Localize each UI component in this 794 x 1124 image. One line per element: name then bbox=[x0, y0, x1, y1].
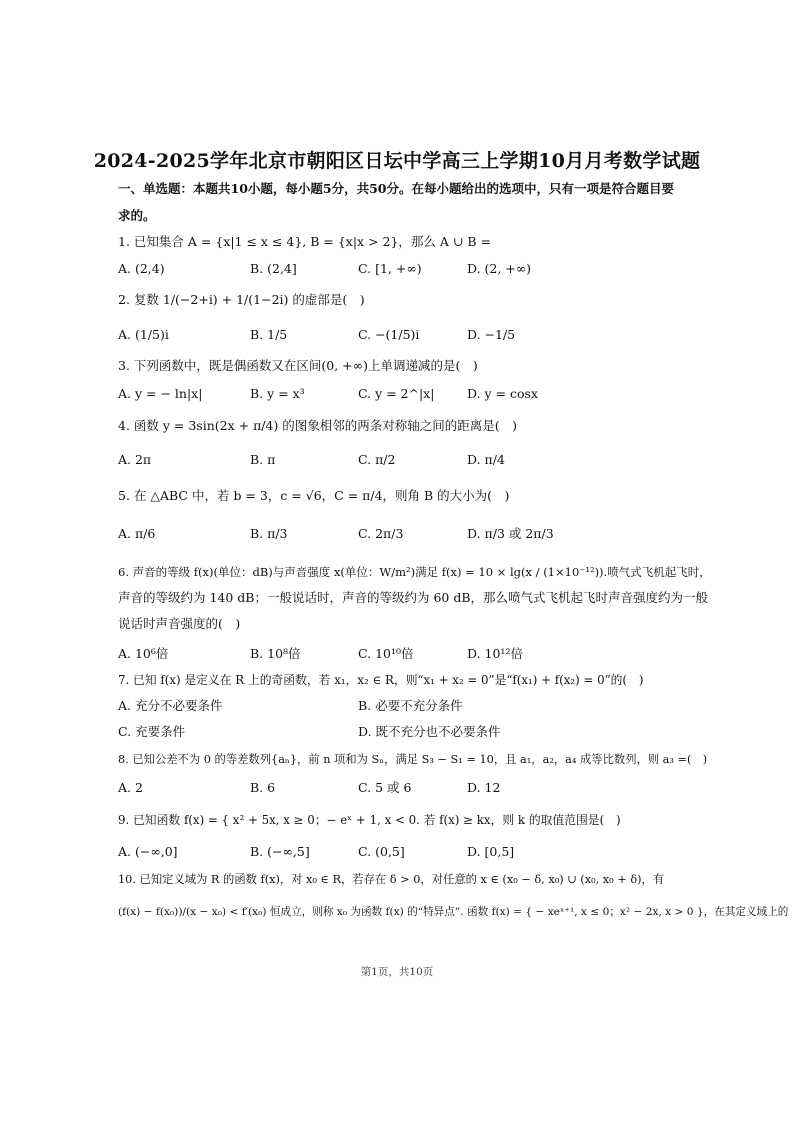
question-7-stem: 7. 已知 f(x) 是定义在 R 上的奇函数，若 x₁，x₂ ∈ R，则“x₁ + x₂ = 0”是“f(x₁) + f(x₂) = 0”的( ) bbox=[118, 673, 644, 687]
question-1-option-a: A. (2,4) bbox=[118, 261, 165, 276]
question-4-stem: 4. 函数 y = 3sin(2x + π/4) 的图象相邻的两条对称轴之间的距离是( ) bbox=[118, 418, 518, 433]
question-4-option-b: B. π bbox=[250, 452, 276, 467]
question-1-option-b: B. (2,4] bbox=[250, 261, 297, 276]
question-5-option-c: C. 2π/3 bbox=[358, 526, 404, 541]
question-1-option-c: C. [1, +∞) bbox=[358, 261, 422, 276]
question-9-option-d: D. [0,5] bbox=[467, 844, 515, 859]
question-9-stem: 9. 已知函数 f(x) = { x² + 5x, x ≥ 0；− eˣ + 1, x < 0. 若 f(x) ≥ kx，则 k 的取值范围是( ) bbox=[118, 813, 621, 827]
question-6-stem-line-3: 说话时声音强度的( ) bbox=[118, 616, 241, 631]
question-10-stem-line-1: 10. 已知定义域为 R 的函数 f(x)，对 x₀ ∈ R，若存在 δ > 0，对任意的 x ∈ (x₀ − δ, x₀) ∪ (x₀, x₀ + δ)，有 bbox=[118, 873, 665, 886]
question-9-option-b: B. (−∞,5] bbox=[250, 844, 310, 859]
question-5-option-b: B. π/3 bbox=[250, 526, 288, 541]
question-6-option-d: D. 10¹²倍 bbox=[467, 646, 523, 661]
question-6-stem-line-2: 声音的等级约为 140 dB；一般说话时，声音的等级约为 60 dB，那么喷气式飞机起飞时声音强度约为一般 bbox=[118, 590, 709, 605]
question-6-option-b: B. 10⁸倍 bbox=[250, 646, 301, 661]
question-6-option-a: A. 10⁶倍 bbox=[118, 646, 169, 661]
question-9-option-a: A. (−∞,0] bbox=[118, 844, 178, 859]
question-2-option-a: A. (1/5)i bbox=[118, 327, 169, 342]
question-5-option-d: D. π/3 或 2π/3 bbox=[467, 526, 554, 541]
question-7-option-d: D. 既不充分也不必要条件 bbox=[358, 724, 501, 739]
question-3-stem: 3. 下列函数中，既是偶函数又在区间(0, +∞)上单调递减的是( ) bbox=[118, 358, 478, 373]
question-9-option-c: C. (0,5] bbox=[358, 844, 405, 859]
question-2-option-d: D. −1/5 bbox=[467, 327, 516, 342]
question-7-option-b: B. 必要不充分条件 bbox=[358, 698, 463, 713]
question-3-option-c: C. y = 2^|x| bbox=[358, 386, 435, 401]
question-7-option-c: C. 充要条件 bbox=[118, 724, 186, 739]
question-10-stem-line-2: (f(x) − f(x₀))/(x − x₀) < f′(x₀) 恒成立，则称 x₀ 为函数 f(x) 的“特异点”. 函数 f(x) = { − xeˣ⁺¹, x ≤ 0；x² − 2x, x > 0 }，在其定义域上的 bbox=[118, 906, 789, 918]
question-1-option-d: D. (2, +∞) bbox=[467, 261, 532, 276]
question-8-stem: 8. 已知公差不为 0 的等差数列{aₙ}，前 n 项和为 Sₙ，满足 S₃ − S₁ = 10，且 a₁，a₂，a₄ 成等比数列，则 a₃ =( ) bbox=[118, 753, 708, 766]
question-8-option-d: D. 12 bbox=[467, 780, 501, 795]
question-6-option-c: C. 10¹⁰倍 bbox=[358, 646, 414, 661]
question-4-option-c: C. π/2 bbox=[358, 452, 396, 467]
section-heading: 一、单选题：本题共10小题，每小题5分，共50分。在每小题给出的选项中，只有一项是符合题目要求的。 bbox=[118, 181, 674, 223]
question-8-option-a: A. 2 bbox=[118, 780, 143, 795]
page-footer: 第1页，共10页 bbox=[360, 966, 434, 978]
question-3-option-a: A. y = − ln|x| bbox=[118, 386, 203, 401]
question-8-option-c: C. 5 或 6 bbox=[358, 780, 412, 795]
question-4-option-a: A. 2π bbox=[118, 452, 152, 467]
question-3-option-b: B. y = x³ bbox=[250, 386, 305, 401]
question-5-stem: 5. 在 △ABC 中，若 b = 3，c = √6，C = π/4，则角 B 的大小为( ) bbox=[118, 488, 510, 503]
question-2-stem: 2. 复数 1/(−2+i) + 1/(1−2i) 的虚部是( ) bbox=[118, 292, 365, 307]
page-title: 2024-2025学年北京市朝阳区日坛中学高三上学期10月月考数学试题 bbox=[93, 150, 701, 172]
question-6-stem-line-1: 6. 声音的等级 f(x)(单位：dB)与声音强度 x(单位：W/m²)满足 f(x) = 10 × lg(x / (1×10⁻¹²)).喷气式飞机起飞时， bbox=[118, 565, 711, 579]
question-3-option-d: D. y = cosx bbox=[467, 386, 538, 401]
question-5-option-a: A. π/6 bbox=[118, 526, 156, 541]
question-2-option-c: C. −(1/5)i bbox=[358, 327, 420, 342]
question-2-option-b: B. 1/5 bbox=[250, 327, 288, 342]
question-7-option-a: A. 充分不必要条件 bbox=[118, 698, 223, 713]
question-4-option-d: D. π/4 bbox=[467, 452, 505, 467]
question-8-option-b: B. 6 bbox=[250, 780, 276, 795]
question-1-stem: 1. 已知集合 A = {x|1 ≤ x ≤ 4}, B = {x|x > 2}，那么 A ∪ B = bbox=[118, 234, 491, 249]
